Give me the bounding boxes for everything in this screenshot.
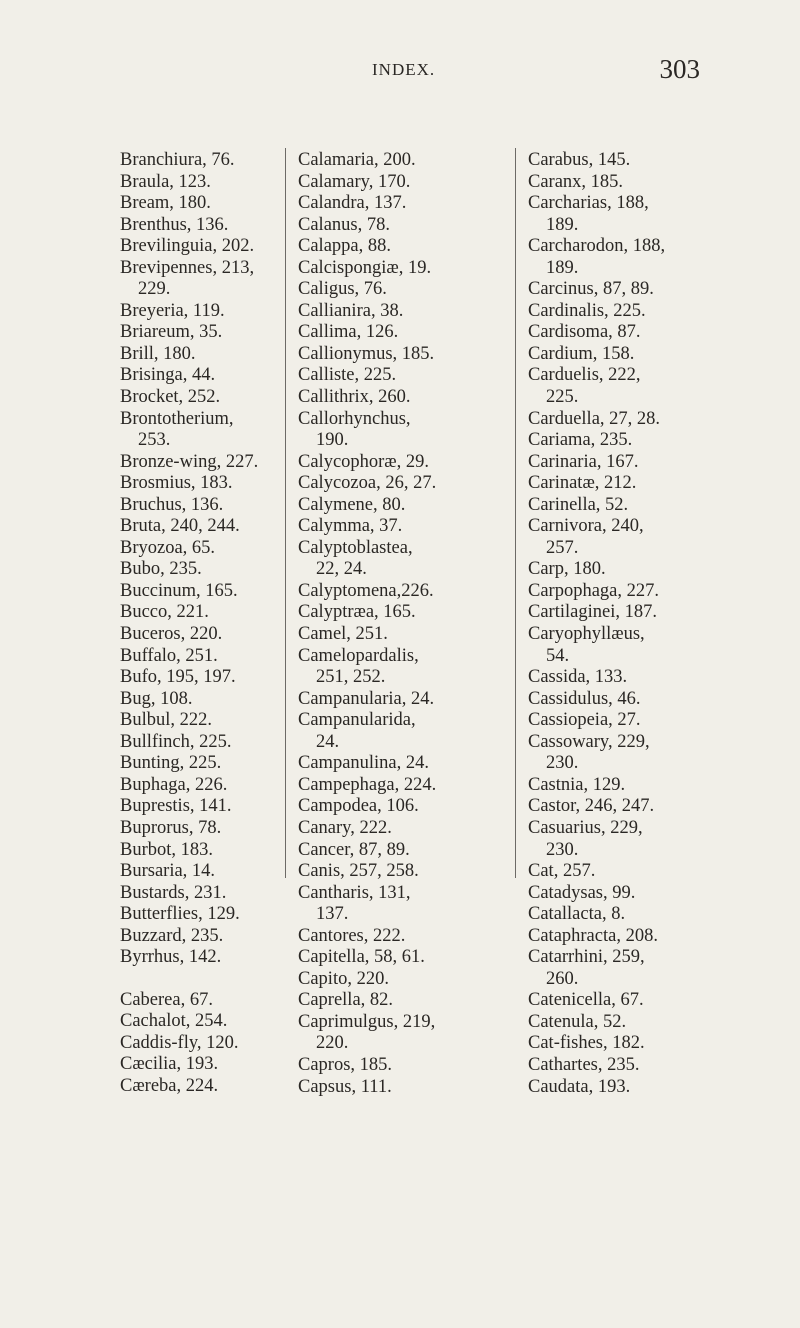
index-entry: Cantharis, 131, 137. xyxy=(298,882,411,925)
index-entry: Camelopardalis, 251, 252. xyxy=(298,645,419,688)
index-entry: Carduella, 27, 28. xyxy=(528,408,661,429)
page-number: 303 xyxy=(659,54,700,84)
index-entry: Catallacta, 8. xyxy=(528,904,626,925)
index-entry: Caryophyllæus, 54. xyxy=(528,624,645,666)
index-entry: Carcharodon, 188, 189. xyxy=(528,236,666,278)
running-header: INDEX. xyxy=(372,60,436,79)
index-entry: Cardisoma, 87. xyxy=(528,322,641,343)
index-entry: Cat-fishes, 182. xyxy=(528,1033,645,1054)
index-entry: Bunting, 225. xyxy=(120,753,222,774)
index-entry: Callianira, 38. xyxy=(298,300,404,321)
index-entry: Cardium, 158. xyxy=(528,343,635,364)
index-entry: Camel, 251. xyxy=(298,624,388,645)
index-entry: Brenthus, 136. xyxy=(120,214,229,235)
index-entry: Carcharias, 188, 189. xyxy=(528,193,649,235)
index-entry: Bursaria, 14. xyxy=(120,861,216,882)
index-entry: Brevilinguia, 202. xyxy=(120,236,255,257)
index-entry: Carabus, 145. xyxy=(528,150,631,170)
index-entry: Catadysas, 99. xyxy=(528,882,636,903)
index-entry: Carcinus, 87, 89. xyxy=(528,279,654,300)
index-entry: Buprestis, 141. xyxy=(120,796,232,817)
index-entry: Cassiopeia, 27. xyxy=(528,710,641,731)
index-entry: Burbot, 183. xyxy=(120,839,214,860)
index-entry: Calamaria, 200. xyxy=(298,150,416,170)
index-entry: Calycozoa, 26, 27. xyxy=(298,473,437,494)
index-entry: Carinaria, 167. xyxy=(528,451,639,472)
index-entry: Bustards, 231. xyxy=(120,882,227,903)
index-entry: Calyptræa, 165. xyxy=(298,602,416,623)
index-entry: Callionymus, 185. xyxy=(298,343,435,364)
index-entry: Brocket, 252. xyxy=(120,387,221,408)
index-entry: Calappa, 88. xyxy=(298,236,391,257)
index-entry: Campanularia, 24. xyxy=(298,688,435,709)
index-entry: Breyeria, 119. xyxy=(120,300,225,321)
index-entry: Calymma, 37. xyxy=(298,516,403,537)
index-entry: Brevipennes, 213, 229. xyxy=(120,257,255,300)
index-column-2 xyxy=(298,150,488,1098)
index-entry: Catarrhini, 259, 260. xyxy=(528,947,645,989)
index-entry: Caberea, 67. xyxy=(120,989,213,1010)
index-entry: Cataphracta, 208. xyxy=(528,925,658,946)
index-entry: Campephaga, 224. xyxy=(298,774,437,795)
index-entry: Caddis-fly, 120. xyxy=(120,1032,239,1053)
index-entry: Cardinalis, 225. xyxy=(528,300,646,321)
index-entry: Castnia, 129. xyxy=(528,774,626,795)
index-entry: Calliste, 225. xyxy=(298,365,397,386)
index-entry: Bug, 108. xyxy=(120,688,193,709)
index-entry: Callithrix, 260. xyxy=(298,387,411,408)
index-entry: Bruchus, 136. xyxy=(120,494,224,515)
index-entry: Campanularida, 24. xyxy=(298,710,416,752)
index-entry: Cariama, 235. xyxy=(528,430,633,451)
index-entry: Buccinum, 165. xyxy=(120,580,238,601)
index-entry: Cassida, 133. xyxy=(528,667,628,688)
section-gap xyxy=(120,969,280,990)
index-entry: Caprimulgus, 219, 220. xyxy=(298,1011,436,1054)
index-entry: Carinella, 52. xyxy=(528,494,629,515)
index-entry: Brisinga, 44. xyxy=(120,365,216,386)
index-entry: Buffalo, 251. xyxy=(120,645,218,666)
index-entry: Callima, 126. xyxy=(298,322,399,343)
index-entry: Butterflies, 129. xyxy=(120,904,240,925)
index-entry: Brontotherium, 253. xyxy=(120,408,234,451)
index-entry: Cat, 257. xyxy=(528,861,596,882)
index-entry: Carpophaga, 227. xyxy=(528,580,660,601)
index-entry: Brosmius, 183. xyxy=(120,473,233,494)
index-entry: Carinatæ, 212. xyxy=(528,473,637,494)
column-divider xyxy=(285,148,286,878)
index-entry: Carnivora, 240, 257. xyxy=(528,516,644,558)
index-entry: Cantores, 222. xyxy=(298,925,406,946)
index-entry: Calamary, 170. xyxy=(298,171,411,192)
index-entry: Calanus, 78. xyxy=(298,214,390,235)
index-entry: Calyptoblastea, 22, 24. xyxy=(298,537,413,580)
index-entry: Bronze-wing, 227. xyxy=(120,451,259,472)
index-entry: Caligus, 76. xyxy=(298,279,387,300)
index-entry: Cartilaginei, 187. xyxy=(528,602,657,623)
index-entry: Cæcilia, 193. xyxy=(120,1054,219,1075)
index-entry: Carduelis, 222, 225. xyxy=(528,365,641,408)
index-entry: Byrrhus, 142. xyxy=(120,947,222,968)
index-entry: Caudata, 193. xyxy=(528,1076,631,1097)
index-entry: Cathartes, 235. xyxy=(528,1054,640,1075)
index-entry: Castor, 246, 247. xyxy=(528,796,655,817)
index-column-1 xyxy=(120,150,280,1098)
index-entry: Calymene, 80. xyxy=(298,494,406,515)
index-entry: Cancer, 87, 89. xyxy=(298,839,410,860)
index-entry: Bufo, 195, 197. xyxy=(120,667,236,688)
index-entry: Bruta, 240, 244. xyxy=(120,516,240,537)
index-entry: Briareum, 35. xyxy=(120,322,223,343)
index-entry: Calyptomena,226. xyxy=(298,580,434,601)
index-entry: Brill, 180. xyxy=(120,343,196,364)
index-entry: Capitella, 58, 61. xyxy=(298,947,425,968)
index-entry: Calandra, 137. xyxy=(298,193,407,214)
index-entry: Bryozoa, 65. xyxy=(120,537,216,558)
index-entry: Cassidulus, 46. xyxy=(528,688,641,709)
index-entry: Capros, 185. xyxy=(298,1054,393,1075)
index-entry: Capsus, 111. xyxy=(298,1076,392,1097)
index-entry: Cassowary, 229, 230. xyxy=(528,731,650,774)
index-entry: Cachalot, 254. xyxy=(120,1011,228,1032)
index-entry: Buprorus, 78. xyxy=(120,817,222,838)
index-entry: Bucco, 221. xyxy=(120,602,209,623)
index-entry: Casuarius, 229, 230. xyxy=(528,817,643,860)
index-entry: Canis, 257, 258. xyxy=(298,861,419,882)
index-entry: Catenicella, 67. xyxy=(528,990,644,1011)
index-entry: Catenula, 52. xyxy=(528,1011,627,1032)
page-header xyxy=(0,54,800,110)
index-entry: Branchiura, 76. xyxy=(120,150,235,170)
index-entry: Carp, 180. xyxy=(528,559,606,580)
index-entry: Caprella, 82. xyxy=(298,990,394,1011)
index-entry: Callorhynchus, 190. xyxy=(298,408,411,451)
index-entry: Buceros, 220. xyxy=(120,624,223,645)
index-entry: Bream, 180. xyxy=(120,193,211,214)
index-entry: Campanulina, 24. xyxy=(298,753,430,774)
index-entry: Caranx, 185. xyxy=(528,171,624,192)
index-entry: Canary, 222. xyxy=(298,817,392,838)
index-entry: Campodea, 106. xyxy=(298,796,419,817)
index-column-3 xyxy=(528,150,708,1098)
index-entry: Bulbul, 222. xyxy=(120,710,212,731)
index-entry: Bubo, 235. xyxy=(120,559,202,580)
index-entry: Buzzard, 235. xyxy=(120,925,224,946)
index-entry: Braula, 123. xyxy=(120,171,211,192)
index-entry: Calycophoræ, 29. xyxy=(298,451,430,472)
index-entry: Calcispongiæ, 19. xyxy=(298,257,432,278)
index-entry: Capito, 220. xyxy=(298,968,389,989)
index-entry: Bullfinch, 225. xyxy=(120,731,232,752)
index-entry: Buphaga, 226. xyxy=(120,774,228,795)
index-entry: Cæreba, 224. xyxy=(120,1075,219,1096)
column-divider xyxy=(515,148,516,878)
